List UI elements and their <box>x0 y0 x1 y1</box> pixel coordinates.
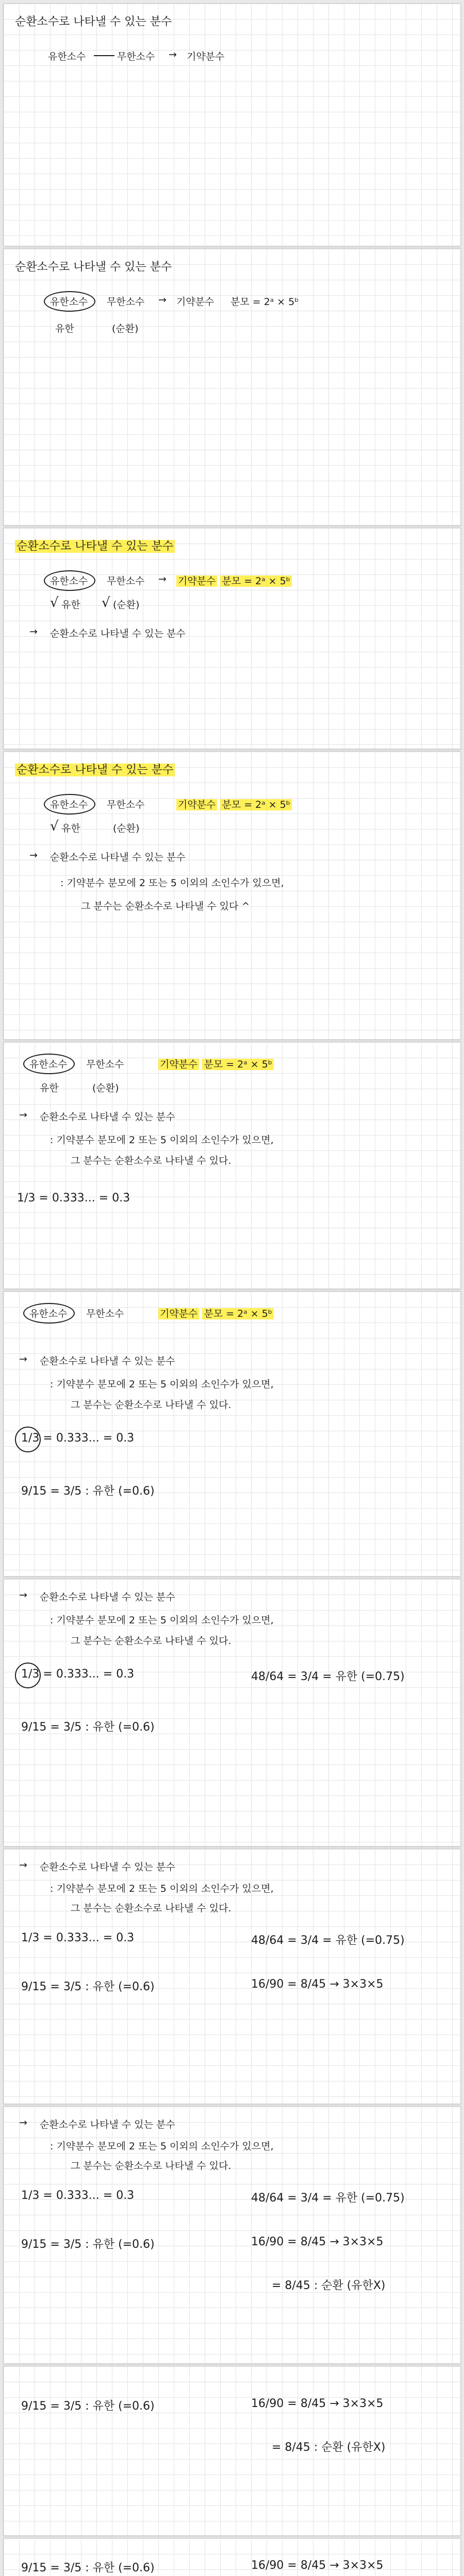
arrow: → <box>19 1109 27 1121</box>
arrow: → <box>158 573 167 585</box>
title-repeat: 순환소수로 나타낼 수 있는 분수 <box>40 2119 175 2130</box>
word-base: 유한 <box>61 823 80 834</box>
rule-line-1: : 기약분수 분모에 2 또는 5 이외의 소인수가 있으면, <box>50 1883 274 1894</box>
note-page-5 <box>3 1042 461 1289</box>
arrow-line <box>94 55 114 56</box>
word-infinite: 무한소수 <box>107 575 145 587</box>
word-finite: 유한소수 <box>29 1059 68 1070</box>
example-result: = 8/45 : 순환 (유한X) <box>272 2279 386 2292</box>
rule-line-1: : 기약분수 분모에 2 또는 5 이외의 소인수가 있으면, <box>50 2141 274 2152</box>
word-irreducible: 기약분수 <box>187 51 225 62</box>
word-repeat: (순환) <box>112 323 139 334</box>
note-page-1 <box>3 3 461 246</box>
word-finite: 유한소수 <box>50 296 88 308</box>
note-page-10 <box>3 2366 461 2536</box>
rule-line-2: 그 분수는 순환소수로 나타낼 수 있다. <box>71 1903 231 1914</box>
note-page-3 <box>3 528 461 749</box>
note-page-2 <box>3 248 461 526</box>
highlighted-expr: 기약분수 분모 = 2ᵃ × 5ᵇ <box>158 1057 274 1071</box>
arrow: → <box>158 294 167 306</box>
note-page-4 <box>3 751 461 1040</box>
word-repeat: (순환) <box>113 823 140 834</box>
arrow: → <box>29 626 38 637</box>
title-repeat: 순환소수로 나타낼 수 있는 분수 <box>40 1861 175 1873</box>
rule-line-2: 그 분수는 순환소수로 나타낼 수 있다 ^ <box>81 901 250 912</box>
word-base: 유한 <box>40 1082 59 1094</box>
page-title: 순환소수로 나타낼 수 있는 분수 <box>15 261 172 274</box>
word-base: 유한 <box>61 599 80 611</box>
word-infinite: 무한소수 <box>86 1308 124 1319</box>
example-one-third: 1/3 = 0.333... = 0.3̇ <box>21 1931 135 1944</box>
word-base: 유한 <box>55 323 74 334</box>
example-16-90: 16/90 = 8/45 → 3×3×5 <box>251 2397 384 2410</box>
example-nine-fifteen: 9/15 = 3/5 : 유한 (=0.6) <box>21 1485 155 1498</box>
highlighted-expr: 기약분수 분모 = 2ᵃ × 5ᵇ <box>176 797 292 811</box>
example-result: = 8/45 : 순환 (유한X) <box>272 2441 386 2454</box>
rule-line-2: 그 분수는 순환소수로 나타낼 수 있다. <box>71 2160 231 2172</box>
arrow: → <box>19 1589 27 1601</box>
condition-expr: 분모 = 2ᵃ × 5ᵇ <box>230 296 299 308</box>
word-infinite: 무한소수 <box>117 51 155 62</box>
word-infinite: 무한소수 <box>107 296 145 308</box>
example-one-third: 1/3 = 0.333... = 0.3̇ <box>21 2189 135 2202</box>
example-nine-fifteen: 9/15 = 3/5 : 유한 (=0.6) <box>21 2238 155 2251</box>
word-repeat: (순환) <box>113 599 140 611</box>
rule-line-1: : 기약분수 분모에 2 또는 5 이외의 소인수가 있으면, <box>60 877 284 889</box>
note-page-6 <box>3 1291 461 1577</box>
note-page-11 <box>3 2538 461 2576</box>
word-repeat: (순환) <box>92 1082 119 1094</box>
word-infinite: 무한소수 <box>86 1059 124 1070</box>
word-infinite: 무한소수 <box>107 799 145 810</box>
rule-line-1: : 기약분수 분모에 2 또는 5 이외의 소인수가 있으면, <box>50 1134 274 1146</box>
check-mark: √ <box>102 595 110 611</box>
word-finite: 유한소수 <box>50 799 88 810</box>
example-nine-fifteen: 9/15 = 3/5 : 유한 (=0.6) <box>21 1980 155 1993</box>
arrow: → <box>19 2117 27 2128</box>
word-finite: 유한소수 <box>29 1308 68 1319</box>
arrow: → <box>19 1859 27 1871</box>
word-irreducible: 기약분수 <box>176 296 214 308</box>
title-repeat: 순환소수로 나타낼 수 있는 분수 <box>40 1111 175 1123</box>
example-nine-fifteen: 9/15 = 3/5 : 유한 (=0.6) <box>21 1721 155 1734</box>
title-repeat: 순환소수로 나타낼 수 있는 분수 <box>40 1355 175 1367</box>
example-48-64: 48/64 = 3/4 = 유한 (=0.75) <box>251 2192 405 2205</box>
rule-line-1: : 기약분수 분모에 2 또는 5 이외의 소인수가 있으면, <box>50 1615 274 1626</box>
page-title: 순환소수로 나타낼 수 있는 분수 <box>15 15 172 28</box>
page-title: 순환소수로 나타낼 수 있는 분수 <box>15 537 175 553</box>
rule-line-2: 그 분수는 순환소수로 나타낼 수 있다. <box>71 1399 231 1411</box>
example-one-third: 1/3 = 0.333... = 0.3̇ <box>21 1668 135 1681</box>
rule-line-2: 그 분수는 순환소수로 나타낼 수 있다. <box>71 1155 231 1166</box>
example-48-64: 48/64 = 3/4 = 유한 (=0.75) <box>251 1670 405 1683</box>
example-48-64: 48/64 = 3/4 = 유한 (=0.75) <box>251 1934 405 1947</box>
word-finite: 유한소수 <box>48 51 86 62</box>
example-one-third: 1/3 = 0.333... = 0.3̇ <box>21 1432 135 1445</box>
title-repeat: 순환소수로 나타낼 수 있는 분수 <box>50 628 186 639</box>
title-repeat: 순환소수로 나타낼 수 있는 분수 <box>50 852 186 863</box>
example-nine-fifteen: 9/15 = 3/5 : 유한 (=0.6) <box>21 2400 155 2413</box>
highlighted-expr: 기약분수 분모 = 2ᵃ × 5ᵇ <box>158 1306 274 1320</box>
example-one-third: 1/3 = 0.333... = 0.3̇ <box>17 1192 130 1205</box>
check-mark: √ <box>50 819 59 834</box>
example-nine-fifteen: 9/15 = 3/5 : 유한 (=0.6) <box>21 2562 155 2574</box>
arrow: → <box>29 850 38 861</box>
note-page-9 <box>3 2106 461 2364</box>
title-repeat: 순환소수로 나타낼 수 있는 분수 <box>40 1591 175 1603</box>
note-page-8 <box>3 1849 461 2104</box>
rule-line-2: 그 분수는 순환소수로 나타낼 수 있다. <box>71 1635 231 1647</box>
arrow: → <box>19 1353 27 1365</box>
highlighted-expr: 기약분수 분모 = 2ᵃ × 5ᵇ <box>176 573 292 587</box>
note-page-7 <box>3 1579 461 1846</box>
page-title: 순환소수로 나타낼 수 있는 분수 <box>15 761 175 777</box>
example-16-90: 16/90 = 8/45 → 3×3×5 <box>251 2559 384 2572</box>
arrow: → <box>169 49 177 60</box>
example-16-90: 16/90 = 8/45 → 3×3×5 <box>251 1978 384 1991</box>
check-mark: √ <box>50 595 59 611</box>
example-16-90: 16/90 = 8/45 → 3×3×5 <box>251 2235 384 2248</box>
word-finite: 유한소수 <box>50 575 88 587</box>
rule-line-1: : 기약분수 분모에 2 또는 5 이외의 소인수가 있으면, <box>50 1379 274 1390</box>
